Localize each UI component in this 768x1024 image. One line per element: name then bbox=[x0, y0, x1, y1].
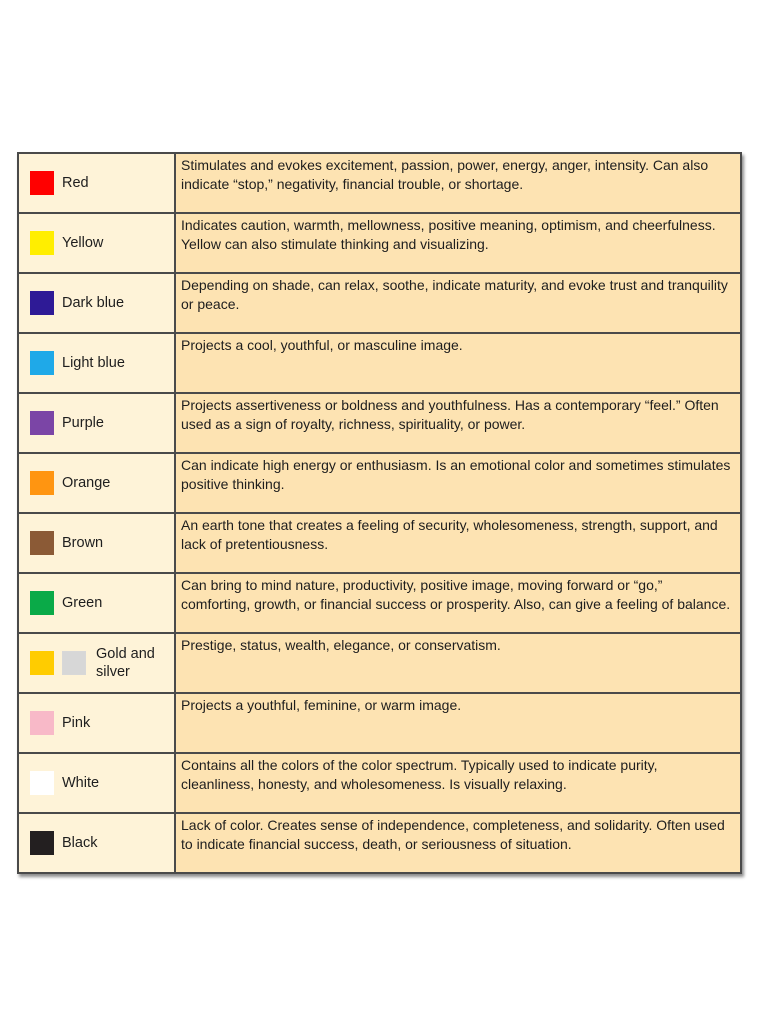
color-cell bbox=[19, 334, 176, 392]
color-description: Can indicate high energy or enthusiasm. Is an emotional color and sometimes stimulates positive thinking. bbox=[181, 457, 731, 492]
table-row-green bbox=[19, 574, 740, 634]
color-name: Brown bbox=[62, 535, 104, 551]
color-cell bbox=[19, 814, 176, 872]
color-swatch-pink bbox=[30, 711, 54, 735]
table-row-black bbox=[19, 814, 740, 872]
color-description: Prestige, status, wealth, elegance, or conservatism. bbox=[181, 637, 501, 653]
color-swatch-red bbox=[30, 171, 54, 195]
color-description: Stimulates and evokes excitement, passion, power, energy, anger, intensity. Can also indicate “stop,” negativity, financial trouble, or shortage. bbox=[181, 157, 709, 192]
color-name: White bbox=[62, 775, 100, 791]
table-row-white bbox=[19, 754, 740, 814]
color-name: Black bbox=[62, 835, 98, 851]
table-row-gold-and-silver bbox=[19, 634, 740, 694]
color-description: Depending on shade, can relax, soothe, indicate maturity, and evoke trust and tranquility or peace. bbox=[181, 277, 728, 312]
table-row-pink bbox=[19, 694, 740, 754]
color-name: Pink bbox=[62, 715, 91, 731]
color-name: Light blue bbox=[62, 355, 125, 371]
color-name: Gold and silver bbox=[96, 646, 155, 680]
table-row-yellow bbox=[19, 214, 740, 274]
color-cell bbox=[19, 514, 176, 572]
color-cell bbox=[19, 154, 176, 212]
color-name: Yellow bbox=[62, 235, 104, 251]
color-meaning-table bbox=[17, 152, 742, 874]
color-name: Orange bbox=[62, 475, 111, 491]
color-description: Can bring to mind nature, productivity, positive image, moving forward or “go,” comforting, growth, or financial success or prosperity. Also, can give a feeling of balance. bbox=[181, 577, 731, 612]
color-description: Lack of color. Creates sense of independence, completeness, and solidarity. Often used to indicate financial success, death, or seriousness of situation. bbox=[181, 817, 725, 852]
color-description: Indicates caution, warmth, mellowness, positive meaning, optimism, and cheerfulness. Yellow can also stimulate thinking and visualizing. bbox=[181, 217, 716, 252]
color-swatch-gold bbox=[30, 651, 54, 675]
color-cell bbox=[19, 634, 176, 692]
color-description: Contains all the colors of the color spectrum. Typically used to indicate purity, cleanliness, honesty, and wholesomeness. Is visually relaxing. bbox=[181, 757, 658, 792]
table-row-light-blue bbox=[19, 334, 740, 394]
color-swatch-black bbox=[30, 831, 54, 855]
color-cell bbox=[19, 454, 176, 512]
color-cell bbox=[19, 754, 176, 812]
color-swatch-orange bbox=[30, 471, 54, 495]
color-name: Dark blue bbox=[62, 295, 125, 311]
color-swatch-light-blue bbox=[30, 351, 54, 375]
table-row-orange bbox=[19, 454, 740, 514]
color-description: Projects a cool, youthful, or masculine image. bbox=[181, 337, 463, 353]
color-name: Red bbox=[62, 175, 89, 191]
table-row-purple bbox=[19, 394, 740, 454]
color-description: Projects assertiveness or boldness and youthfulness. Has a contemporary “feel.” Often used as a sign of royalty, richness, spirituality, or power. bbox=[181, 397, 719, 432]
color-swatch-purple bbox=[30, 411, 54, 435]
color-name: Purple bbox=[62, 415, 104, 431]
color-name: Green bbox=[62, 595, 103, 611]
color-description: An earth tone that creates a feeling of security, wholesomeness, strength, support, and lack of pretentiousness. bbox=[181, 517, 718, 552]
color-swatch-green bbox=[30, 591, 54, 615]
color-swatch-dark-blue bbox=[30, 291, 54, 315]
color-swatch-silver bbox=[62, 651, 86, 675]
color-description: Projects a youthful, feminine, or warm image. bbox=[181, 697, 462, 713]
table-row-red bbox=[19, 154, 740, 214]
color-cell bbox=[19, 274, 176, 332]
color-swatch-brown bbox=[30, 531, 54, 555]
table-row-dark-blue bbox=[19, 274, 740, 334]
color-swatch-yellow bbox=[30, 231, 54, 255]
color-cell bbox=[19, 694, 176, 752]
table-row-brown bbox=[19, 514, 740, 574]
color-swatch-white bbox=[30, 771, 54, 795]
color-cell bbox=[19, 394, 176, 452]
color-cell bbox=[19, 574, 176, 632]
color-cell bbox=[19, 214, 176, 272]
